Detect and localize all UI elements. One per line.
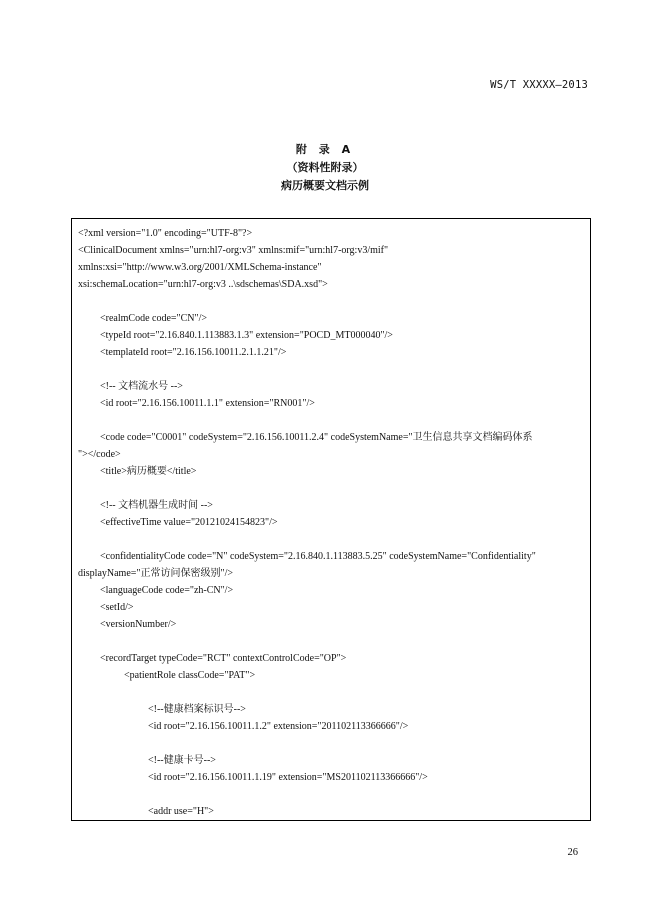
code-line: <?xml version="1.0" encoding="UTF-8"?> — [78, 228, 253, 239]
code-line: <effectiveTime value="20121024154823"/> — [100, 517, 278, 528]
code-line: <setId/> — [100, 602, 134, 613]
code-line: xsi:schemaLocation="urn:hl7-org:v3 ..\sdschemas\SDA.xsd"> — [78, 279, 328, 290]
code-line: <id root="2.16.156.10011.1.2" extension="201102113366666"/> — [148, 721, 409, 732]
standard-identifier: WS/T XXXXX—2013 — [490, 79, 588, 91]
code-line: <patientRole classCode="PAT"> — [124, 670, 256, 681]
page-number: 26 — [567, 847, 578, 858]
code-line: <ClinicalDocument xmlns="urn:hl7-org:v3" xmlns:mif="urn:hl7-org:v3/mif" — [78, 245, 389, 256]
code-comment: <!-- 文档机器生成时间 --> — [100, 500, 213, 511]
code-line: <versionNumber/> — [100, 619, 177, 630]
appendix-caption: 病历概要文档示例 — [281, 179, 369, 192]
code-line: <title>病历概要</title> — [100, 466, 197, 477]
code-line: "></code> — [78, 449, 121, 460]
code-line: displayName="正常访问保密级别"/> — [78, 568, 233, 579]
code-line: <addr use="H"> — [148, 806, 214, 817]
xml-example-box — [71, 218, 591, 821]
code-line: <templateId root="2.16.156.10011.2.1.1.21"/> — [100, 347, 287, 358]
code-comment: <!--健康卡号--> — [148, 755, 216, 766]
code-line: xmlns:xsi="http://www.w3.org/2001/XMLSchema-instance" — [78, 262, 322, 273]
code-comment: <!--健康档案标识号--> — [148, 704, 246, 715]
code-line: <recordTarget typeCode="RCT" contextControlCode="OP"> — [100, 653, 347, 664]
code-line: <realmCode code="CN"/> — [100, 313, 208, 324]
code-line: <languageCode code="zh-CN"/> — [100, 585, 234, 596]
code-line: <typeId root="2.16.840.1.113883.1.3" extension="POCD_MT000040"/> — [100, 330, 393, 341]
appendix-title: 附 录 A — [295, 143, 355, 156]
appendix-subtitle: （资料性附录） — [286, 161, 364, 174]
code-line: <confidentialityCode code="N" codeSystem="2.16.840.1.113883.5.25" codeSystemName="Confidentiality" — [100, 551, 536, 562]
code-comment: <!-- 文档流水号 --> — [100, 381, 183, 392]
code-line: <id root="2.16.156.10011.1.1" extension="RN001"/> — [100, 398, 315, 409]
code-line: <code code="C0001" codeSystem="2.16.156.10011.2.4" codeSystemName="卫生信息共享文档编码体系 — [100, 432, 533, 443]
code-line: <id root="2.16.156.10011.1.19" extension="MS201102113366666"/> — [148, 772, 428, 783]
